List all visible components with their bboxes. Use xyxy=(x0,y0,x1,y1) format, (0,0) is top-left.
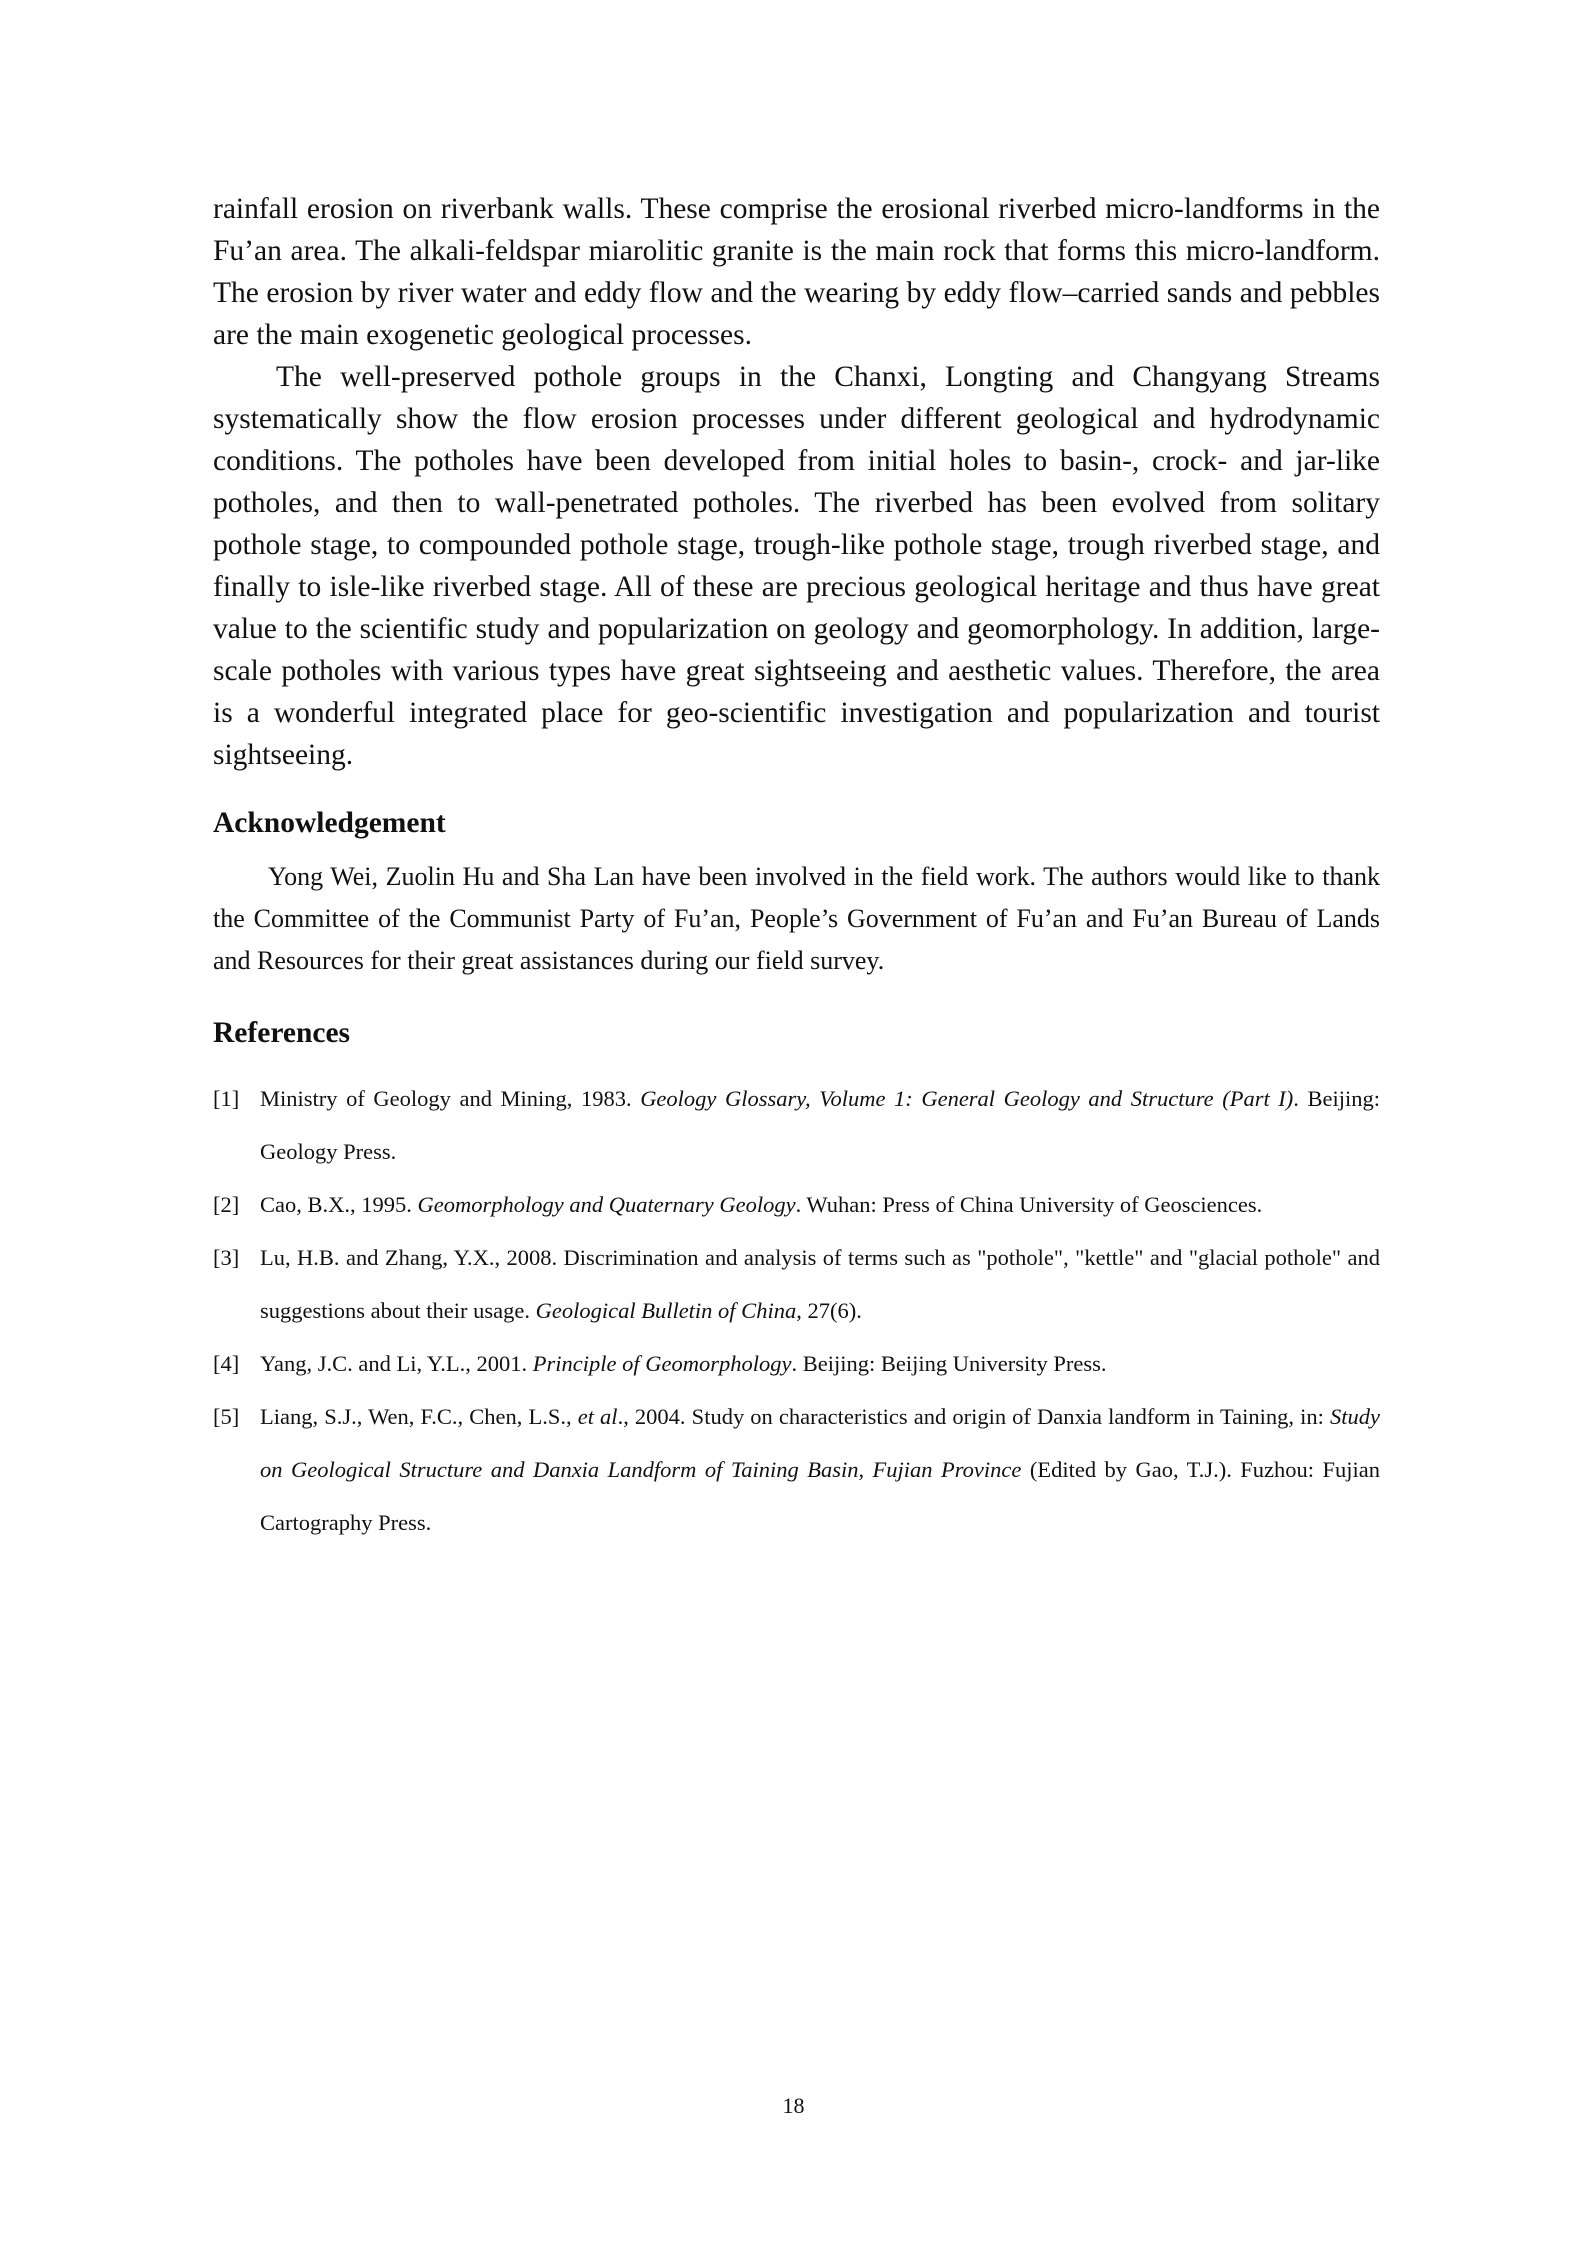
reference-text xyxy=(260,1231,1380,1337)
reference-part: . Wuhan: Press of China University of Geosciences. xyxy=(795,1192,1263,1217)
body-paragraph-2: The well-preserved pothole groups in the Chanxi, Longting and Changyang Streams systematically show the flow erosion processes under different geological and hydrodynamic conditions. The potholes have been developed from initial holes to basin-, crock- and jar-like potholes, and then to wall-penetrated potholes. The riverbed has been evolved from solitary pothole stage, to compounded pothole stage, trough-like pothole stage, trough riverbed stage, and finally to isle-like riverbed stage. All of these are precious geological heritage and thus have great value to the scientific study and popularization on geology and geomorphology. In addition, large-scale potholes with various types have great sightseeing and aesthetic values. Therefore, the area is a wonderful integrated place for geo-scientific investigation and popularization and tourist sightseeing. xyxy=(213,361,1380,771)
text-column xyxy=(213,188,1380,1549)
reference-part: , 27(6). xyxy=(796,1298,862,1323)
reference-part: . Beijing: Geology Press. xyxy=(260,1086,1380,1164)
reference-etal: et al xyxy=(577,1404,618,1429)
reference-part: (Edited by Gao, T.J.). Fuzhou: Fujian Cartography Press. xyxy=(260,1457,1380,1535)
reference-item xyxy=(213,1072,1380,1178)
reference-part: Liang, S.J., Wen, F.C., Chen, L.S., xyxy=(260,1404,578,1429)
reference-title: Geology Glossary, Volume 1: General Geology and Structure (Part I) xyxy=(640,1086,1294,1111)
reference-title: Geological Bulletin of China xyxy=(535,1298,797,1323)
reference-number: [5] xyxy=(213,1404,240,1429)
reference-part: Ministry of Geology and Mining, 1983. xyxy=(260,1086,641,1111)
reference-text xyxy=(260,1390,1380,1549)
reference-part: . Beijing: Beijing University Press. xyxy=(791,1351,1107,1376)
reference-text xyxy=(260,1178,1380,1231)
reference-number: [2] xyxy=(213,1192,240,1217)
references-heading: References xyxy=(213,1017,351,1049)
reference-title: Study on Geological Structure and Danxia Landform of Taining Basin, Fujian Province xyxy=(260,1404,1380,1482)
reference-part: Yang, J.C. and Li, Y.L., 2001. xyxy=(260,1351,533,1376)
acknowledgement-heading: Acknowledgement xyxy=(213,807,446,839)
reference-text xyxy=(260,1072,1380,1178)
reference-list xyxy=(213,1072,1380,1549)
reference-item xyxy=(213,1231,1380,1337)
reference-title: Geomorphology and Quaternary Geology xyxy=(417,1192,796,1217)
reference-item xyxy=(213,1390,1380,1549)
acknowledgement-text: Yong Wei, Zuolin Hu and Sha Lan have been involved in the field work. The authors would like to thank the Committee of the Communist Party of Fu’an, People’s Government of Fu’an and Fu’an Bureau of Lands and Resources for their great assistances during our field survey. xyxy=(213,862,1380,975)
reference-part: Cao, B.X., 1995. xyxy=(260,1192,418,1217)
body-paragraph-1: rainfall erosion on riverbank walls. These comprise the erosional riverbed micro-landforms in the Fu’an area. The alkali-feldspar miarolitic granite is the main rock that forms this micro-landform. The erosion by river water and eddy flow and the wearing by eddy flow–carried sands and pebbles are the main exogenetic geological processes. xyxy=(213,193,1380,351)
reference-number: [4] xyxy=(213,1351,240,1376)
reference-number: [3] xyxy=(213,1245,240,1270)
reference-text xyxy=(260,1337,1380,1390)
reference-item xyxy=(213,1337,1380,1390)
page-number: 18 xyxy=(782,2093,805,2118)
reference-item xyxy=(213,1178,1380,1231)
reference-part: ., 2004. Study on characteristics and origin of Danxia landform in Taining, in: xyxy=(617,1404,1330,1429)
reference-part: Lu, H.B. and Zhang, Y.X., 2008. Discrimination and analysis of terms such as "pothole", "kettle" and "glacial pothole" and suggestions about their usage. xyxy=(260,1245,1380,1323)
reference-number: [1] xyxy=(213,1086,240,1111)
reference-title: Principle of Geomorphology xyxy=(532,1351,792,1376)
